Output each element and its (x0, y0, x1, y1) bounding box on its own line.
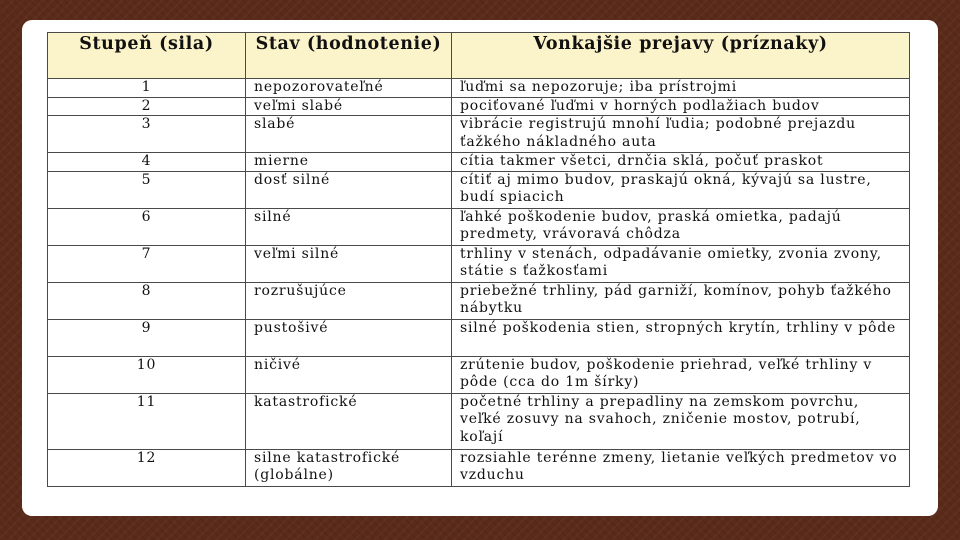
cell-degree: 10 (48, 356, 246, 393)
cell-degree: 9 (48, 319, 246, 356)
cell-degree: 11 (48, 393, 246, 449)
cell-degree: 4 (48, 153, 246, 172)
table-row (48, 171, 910, 208)
cell-manifestations: pociťované ľuďmi v horných podlažiach budov (452, 97, 910, 116)
cell-state: nepozorovateľné (246, 79, 452, 98)
table-row (48, 282, 910, 319)
cell-state: katastrofické (246, 393, 452, 449)
cell-manifestations: priebežné trhliny, pád garniží, komínov, pohyb ťažkého nábytku (452, 282, 910, 319)
cell-state: veľmi silné (246, 245, 452, 282)
cell-manifestations: rozsiahle terénne zmeny, lietanie veľkých predmetov vo vzduchu (452, 449, 910, 486)
cell-degree: 5 (48, 171, 246, 208)
cell-degree: 8 (48, 282, 246, 319)
earthquake-intensity-table (47, 32, 910, 487)
cell-manifestations: ľahké poškodenie budov, praská omietka, padajú predmety, vrávoravá chôdza (452, 208, 910, 245)
cell-degree: 3 (48, 116, 246, 153)
cell-degree: 2 (48, 97, 246, 116)
cell-manifestations: vibrácie registrujú mnohí ľudia; podobné prejazdu ťažkého nákladného auta (452, 116, 910, 153)
table-row (48, 319, 910, 356)
cell-state: ničivé (246, 356, 452, 393)
table-row (48, 393, 910, 449)
cell-state: silné (246, 208, 452, 245)
cell-degree: 7 (48, 245, 246, 282)
cell-degree: 12 (48, 449, 246, 486)
cell-state: silne katastrofické (globálne) (246, 449, 452, 486)
table-row (48, 79, 910, 98)
cell-state: rozrušujúce (246, 282, 452, 319)
cell-manifestations: ľuďmi sa nepozoruje; iba prístrojmi (452, 79, 910, 98)
table-row (48, 449, 910, 486)
cell-state: dosť silné (246, 171, 452, 208)
table-row (48, 245, 910, 282)
cell-degree: 6 (48, 208, 246, 245)
header-manifestations: Vonkajšie prejavy (príznaky) (452, 33, 910, 79)
cell-state: mierne (246, 153, 452, 172)
slide-panel (22, 20, 938, 516)
table-row (48, 97, 910, 116)
cell-manifestations: zrútenie budov, poškodenie priehrad, veľké trhliny v pôde (cca do 1m šírky) (452, 356, 910, 393)
cell-state: pustošivé (246, 319, 452, 356)
cell-degree: 1 (48, 79, 246, 98)
cell-manifestations: cítia takmer všetci, drnčia sklá, počuť praskot (452, 153, 910, 172)
table-header-row (48, 33, 910, 79)
header-degree: Stupeň (sila) (48, 33, 246, 79)
intensity-table-image (47, 32, 909, 496)
table-row (48, 208, 910, 245)
cell-manifestations: silné poškodenia stien, stropných krytín, trhliny v pôde (452, 319, 910, 356)
table-row (48, 116, 910, 153)
cell-state: slabé (246, 116, 452, 153)
table-row (48, 356, 910, 393)
cell-manifestations: trhliny v stenách, odpadávanie omietky, zvonia zvony, státie s ťažkosťami (452, 245, 910, 282)
cell-manifestations: cítiť aj mimo budov, praskajú okná, kývajú sa lustre, budí spiacich (452, 171, 910, 208)
header-state: Stav (hodnotenie) (246, 33, 452, 79)
cell-state: veľmi slabé (246, 97, 452, 116)
table-row (48, 153, 910, 172)
cell-manifestations: početné trhliny a prepadliny na zemskom povrchu, veľké zosuvy na svahoch, zničenie mostov, potrubí, koľají (452, 393, 910, 449)
